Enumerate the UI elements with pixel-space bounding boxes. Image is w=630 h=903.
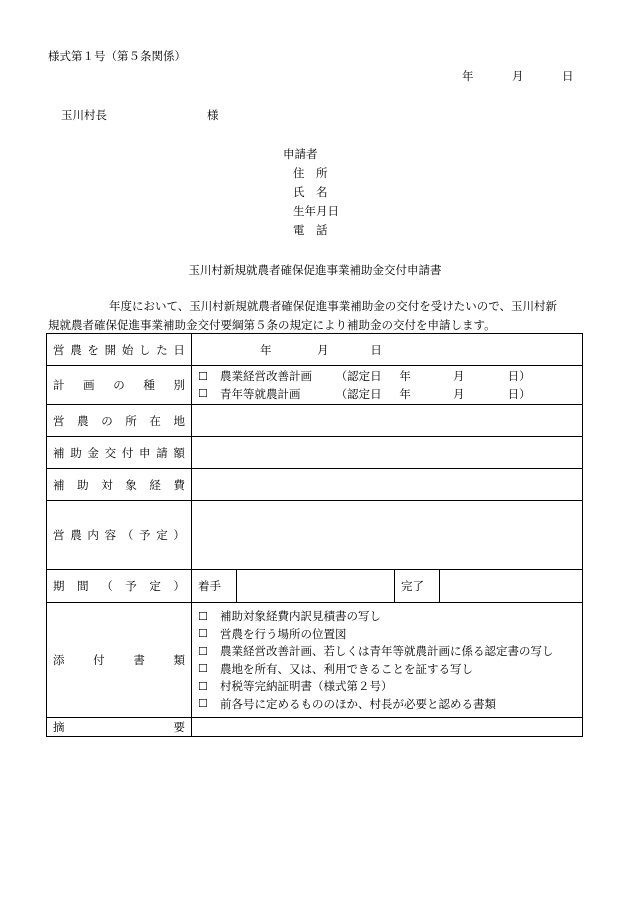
addressee-honorific: 様 — [207, 108, 219, 122]
attachment-item[interactable] — [198, 625, 576, 643]
plan-option-name: 青年等就農計画 — [220, 386, 301, 401]
start-date-field[interactable] — [192, 334, 583, 366]
plan-option-name: 農業経営改善計画 — [220, 369, 312, 384]
applicant-heading: 申請者 — [283, 147, 318, 161]
period-field — [192, 570, 583, 603]
plan-option-day: 日） — [507, 386, 531, 401]
attachment-text: 村税等完納証明書（様式第２号） — [220, 679, 393, 694]
farming-content-field[interactable] — [192, 501, 583, 570]
plan-option-youth[interactable] — [198, 385, 576, 403]
plan-type-field — [192, 366, 583, 405]
grant-amount-row — [47, 437, 583, 469]
attachment-item[interactable] — [198, 660, 576, 678]
date-day-label: 日 — [562, 69, 574, 83]
attachments-label: 添 付 書 類 — [47, 603, 192, 718]
summary-row — [47, 718, 583, 737]
checkbox-icon[interactable]: ☐ — [198, 387, 208, 401]
checkbox-icon[interactable]: ☐ — [198, 697, 208, 711]
attachment-text: 農地を所有、又は、利用できることを証する写し — [220, 661, 473, 676]
form-number: 様式第１号（第５条関係） — [48, 49, 186, 63]
grant-amount-field[interactable] — [192, 437, 583, 469]
plan-option-year: 年 — [399, 369, 411, 384]
application-table — [46, 333, 583, 737]
plan-option-month: 月 — [452, 369, 465, 384]
plan-option-management[interactable] — [198, 368, 576, 386]
attachment-text: 前各号に定めるもののほか、村長が必要と認める書類 — [220, 696, 496, 711]
checkbox-icon[interactable]: ☐ — [198, 609, 208, 623]
plan-option-month: 月 — [452, 386, 465, 401]
applicant-address-label: 住 所 — [293, 166, 328, 180]
eligible-cost-label: 補 助 対 象 経 費 — [47, 469, 192, 501]
checkbox-icon[interactable]: ☐ — [198, 679, 208, 693]
summary-field[interactable] — [192, 718, 583, 737]
attachment-text: 農業経営改善計画、若しくは青年等就農計画に係る認定書の写し — [220, 644, 554, 659]
period-row — [47, 570, 583, 603]
plan-type-row — [47, 366, 583, 405]
attachment-item[interactable] — [198, 695, 576, 713]
body-text-line-1: 年度において、玉川村新規就農者確保促進事業補助金の交付を受けたいので、玉川村新 — [109, 299, 558, 313]
farm-location-row — [47, 405, 583, 437]
attachment-text: 補助対象経費内訳見積書の写し — [220, 609, 381, 624]
grant-amount-label: 補 助 金 交 付 申 請 額 — [47, 437, 192, 469]
start-date-row — [47, 334, 583, 366]
plan-option-note: （認定日 — [335, 386, 382, 401]
farm-location-field[interactable] — [192, 405, 583, 437]
applicant-birthdate-label: 生年月日 — [293, 204, 339, 218]
date-year-label: 年 — [462, 69, 474, 83]
applicant-phone-label: 電 話 — [293, 223, 328, 237]
farming-content-row — [47, 501, 583, 570]
attachments-row — [47, 603, 583, 718]
plan-option-note: （認定日 — [335, 369, 382, 384]
attachments-list — [192, 603, 583, 718]
period-start-label: 着手 — [192, 570, 237, 602]
document-title: 玉川村新規就農者確保促進事業補助金交付申請書 — [188, 263, 442, 277]
period-start-field[interactable] — [237, 570, 395, 602]
summary-label: 摘 要 — [47, 718, 192, 737]
applicant-name-label: 氏 名 — [293, 185, 328, 199]
plan-option-year: 年 — [399, 386, 411, 401]
eligible-cost-row — [47, 469, 583, 501]
start-date-day: 日 — [370, 342, 382, 357]
start-date-year: 年 — [260, 342, 272, 357]
addressee-name: 玉川村長 — [61, 108, 107, 122]
attachment-item[interactable] — [198, 678, 576, 696]
attachment-text: 営農を行う場所の位置図 — [220, 626, 347, 641]
checkbox-icon[interactable]: ☐ — [198, 627, 208, 641]
date-month-label: 月 — [512, 69, 524, 83]
checkbox-icon[interactable]: ☐ — [198, 369, 208, 383]
start-date-label: 営 農 を 開 始 し た 日 — [47, 334, 192, 366]
farm-location-label: 営 農 の 所 在 地 — [47, 405, 192, 437]
checkbox-icon[interactable]: ☐ — [198, 644, 208, 658]
farming-content-label: 営 農 内 容 （ 予 定 ） — [47, 501, 192, 570]
body-text-line-2: 規就農者確保促進事業補助金交付要綱第５条の規定により補助金の交付を申請します。 — [48, 318, 496, 332]
eligible-cost-field[interactable] — [192, 469, 583, 501]
start-date-month: 月 — [317, 342, 329, 357]
checkbox-icon[interactable]: ☐ — [198, 662, 208, 676]
plan-type-label: 計 画 の 種 別 — [47, 366, 192, 405]
attachment-item[interactable] — [198, 643, 576, 661]
period-end-field[interactable] — [440, 570, 582, 602]
period-label: 期 間 （ 予 定 ） — [47, 570, 192, 603]
period-end-label: 完了 — [395, 570, 440, 602]
plan-option-day: 日） — [507, 369, 531, 384]
attachment-item[interactable] — [198, 608, 576, 626]
